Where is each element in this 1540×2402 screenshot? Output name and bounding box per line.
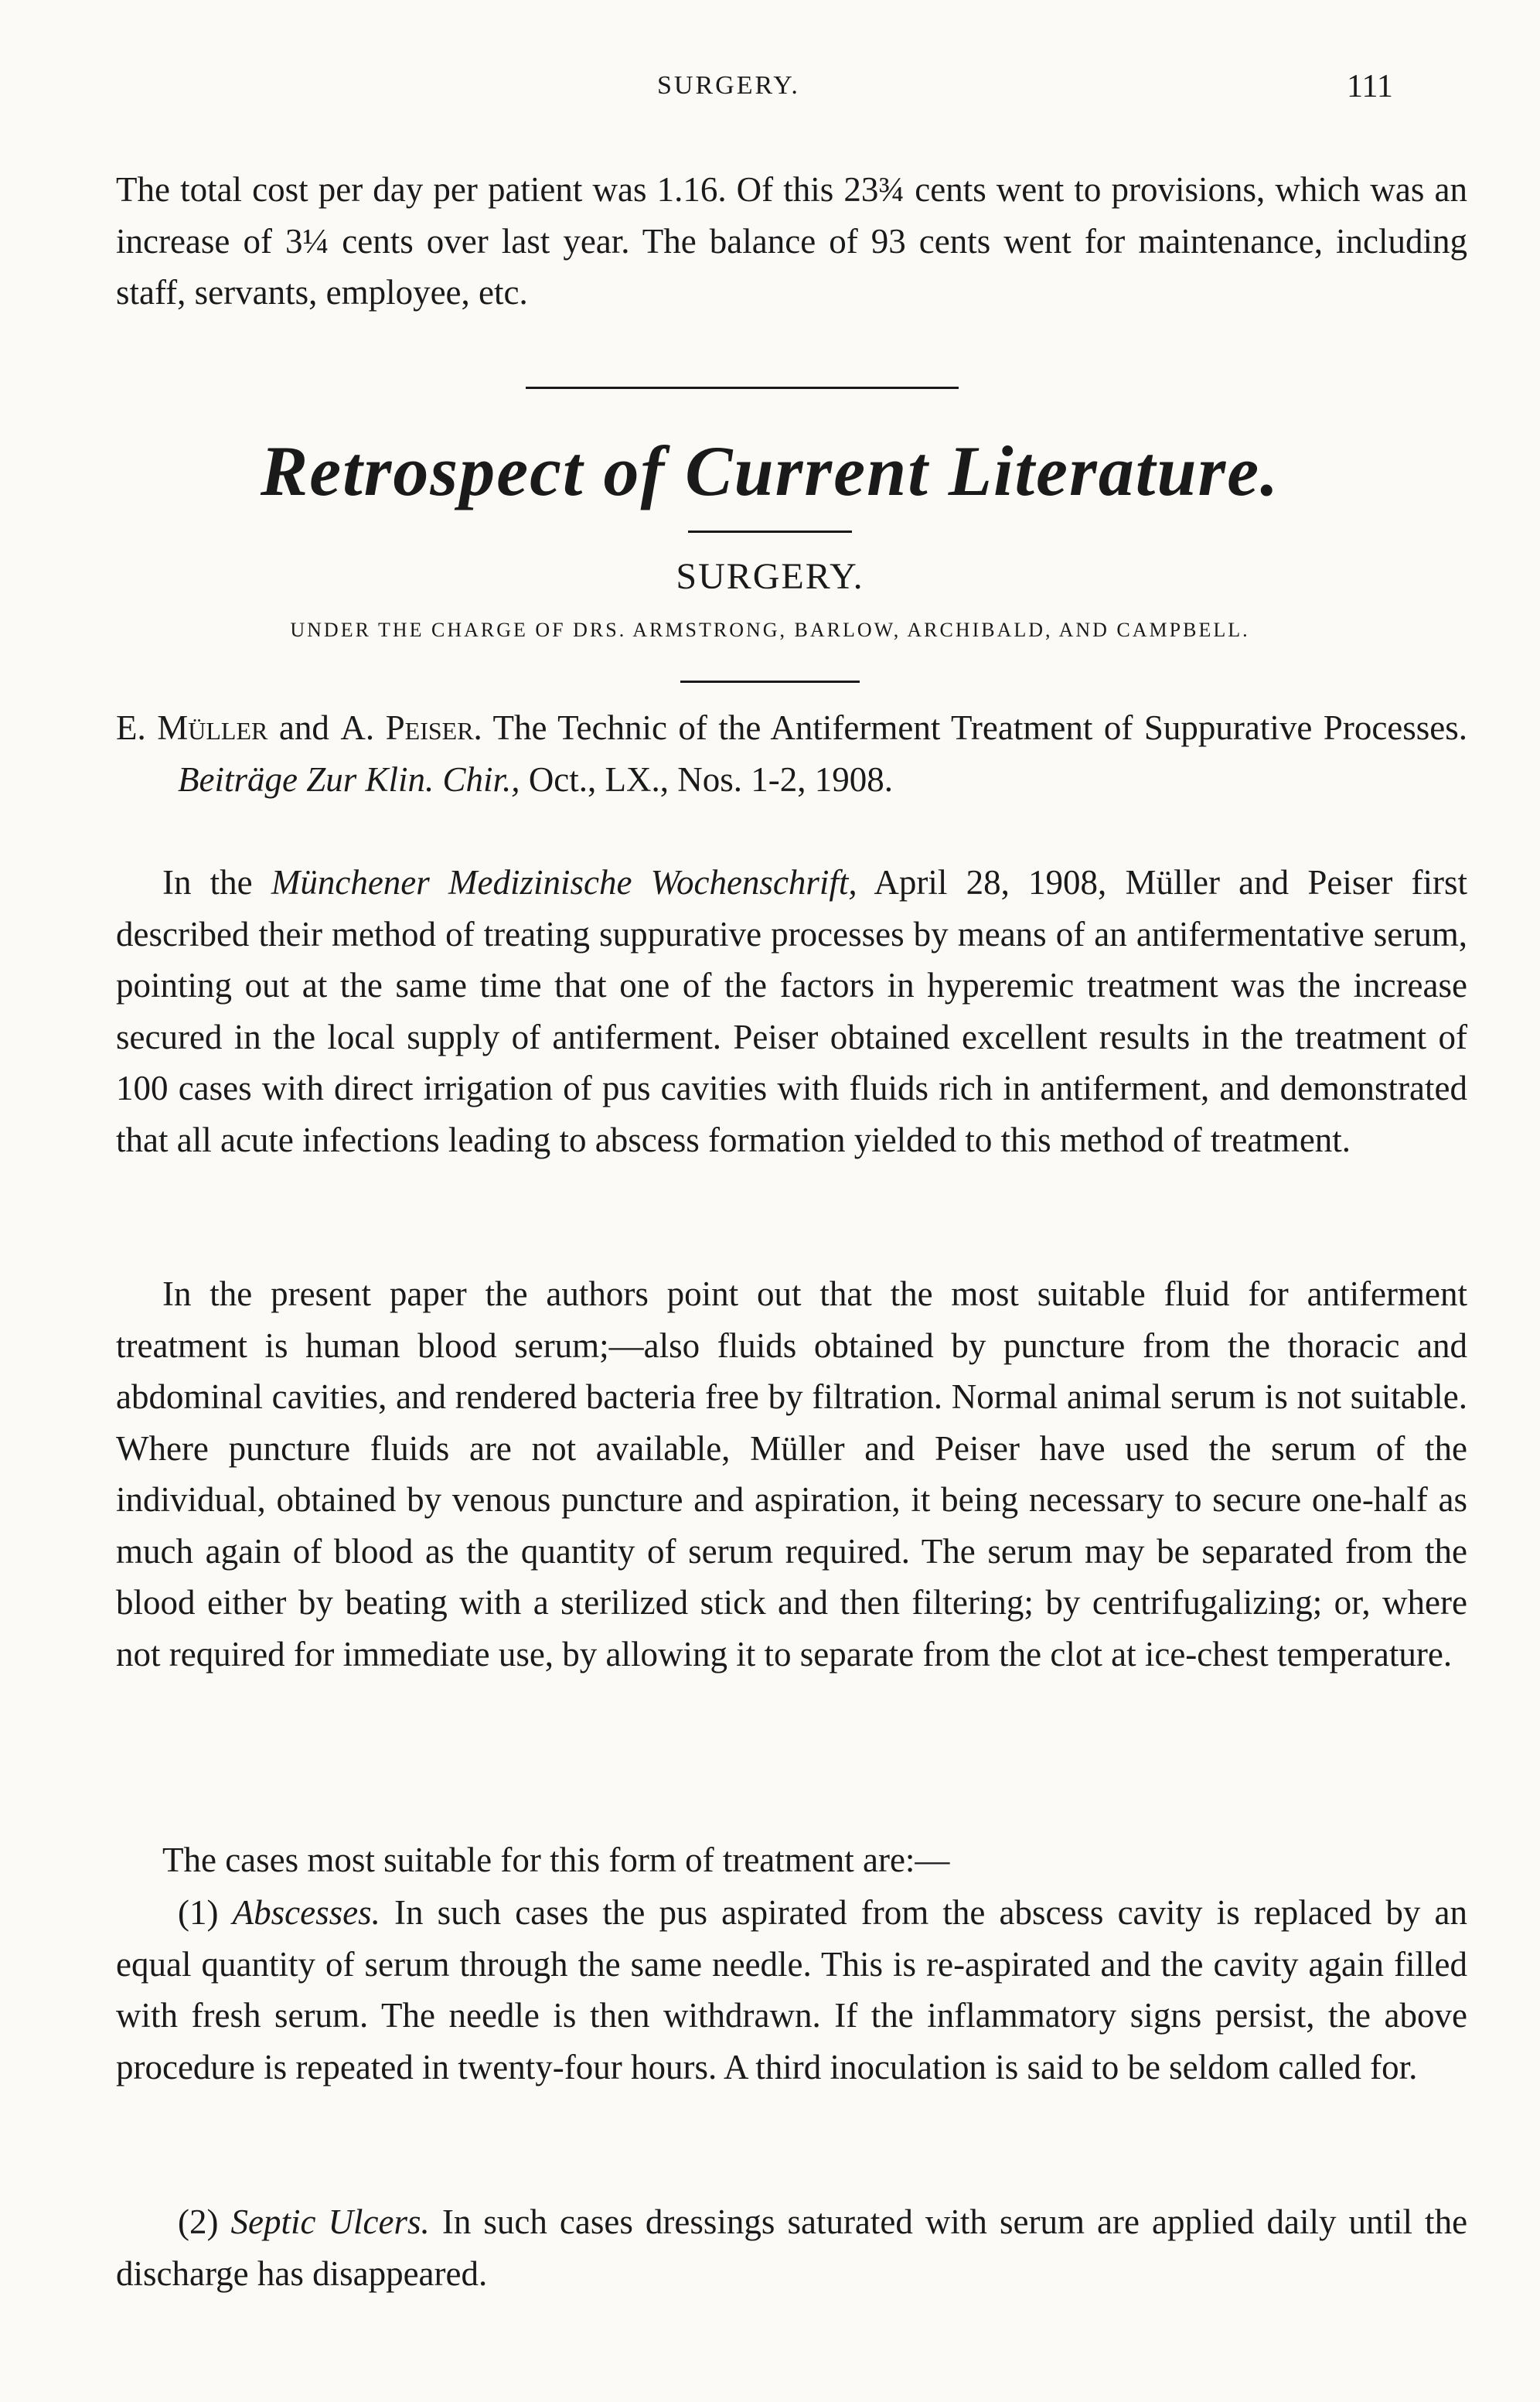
body-paragraph-1 <box>116 857 1467 1165</box>
citation-journal: Beiträge Zur Klin. Chir., <box>178 759 520 799</box>
case-2-number: (2) <box>178 2202 219 2241</box>
p1-body: April 28, 1908, Müller and Peiser first described their method of treating suppurative processes by means of an antifermentative serum, pointing out at the same time that one of the factors in hyperemic treatment was the increase secured in the local supply of antiferment. Peiser obtained excellent results in the treatment of 100 cases with direct irrigation of pus cavities with fluids rich in antiferment, and demonstrated that all acute infections leading to abscess formation yielded to this method of treatment. <box>116 863 1467 1159</box>
divider-rule-1 <box>526 387 959 389</box>
citation-author-2: A. Peiser. <box>340 708 482 747</box>
case-2-text: In such cases dressings saturated with serum are applied daily until the discharge has disappeared. <box>116 2202 1468 2293</box>
body-paragraph-2: In the present paper the authors point out that the most suitable fluid for antiferment treatment is human blood serum;—also fluids obtained by puncture from the thoracic and abdominal cavities, and rendered bacteria free by filtration. Normal animal serum is not suitable. Where puncture fluids are not available, Müller and Peiser have used the serum of the individual, obtained by venous puncture and aspiration, it being necessary to secure one-half as much again of blood as the quantity of serum required. The serum may be separated from the blood either by beating with a sterilized stick and then filtering; by centrifugalizing; or, where not required for immediate use, by allowing it to separate from the clot at ice-chest temperature. <box>116 1274 1467 1674</box>
subsection-title: SURGERY. <box>676 556 864 597</box>
case-1-label: Abscesses. <box>232 1893 380 1932</box>
citation-author-1: E. Müller <box>116 708 268 747</box>
section-title: Retrospect of Current Literature. <box>260 432 1280 510</box>
running-title: SURGERY. <box>657 71 800 100</box>
page-number: 111 <box>1347 69 1393 104</box>
body-paragraph-3: The cases most suitable for this form of treatment are:— <box>162 1841 950 1879</box>
case-1-text: In such cases the pus aspirated from the abscess cavity is replaced by an equal quantity of serum through the same needle. This is re-aspirated and the cavity again filled with fresh serum. The needle is then withdrawn. If the inflammatory signs persist, the above procedure is repeated in twenty-four hours. A third inoculation is said to be seldom called for. <box>116 1893 1468 2086</box>
case-septic-ulcers <box>116 2196 1467 2299</box>
article-citation <box>116 702 1467 805</box>
citation-title: The Technic of the Antiferment Treatment of Suppurative Processes. <box>492 708 1468 747</box>
editors-charge-line: UNDER THE CHARGE OF DRS. ARMSTRONG, BARLOW, ARCHIBALD, AND CAMPBELL. <box>290 619 1250 641</box>
divider-rule-3 <box>680 681 860 683</box>
divider-rule-2 <box>688 531 852 533</box>
intro-paragraph: The total cost per day per patient was 1.16. Of this 23¾ cents went to provisions, which was an increase of 3¼ cents over last year. The balance of 93 cents went for maintenance, including staff, servants, employee, etc. <box>116 170 1467 312</box>
p1-lead: In the <box>162 863 253 902</box>
page-header <box>0 71 1540 118</box>
citation-and: and <box>278 708 329 747</box>
case-2-label: Septic Ulcers. <box>230 2202 430 2241</box>
case-1-number: (1) <box>178 1893 219 1932</box>
citation-details: Oct., LX., Nos. 1-2, 1908. <box>528 759 894 799</box>
p1-journal-name: Münchener Medizinische Wochenschrift, <box>271 863 857 902</box>
case-abscesses <box>116 1887 1467 2093</box>
